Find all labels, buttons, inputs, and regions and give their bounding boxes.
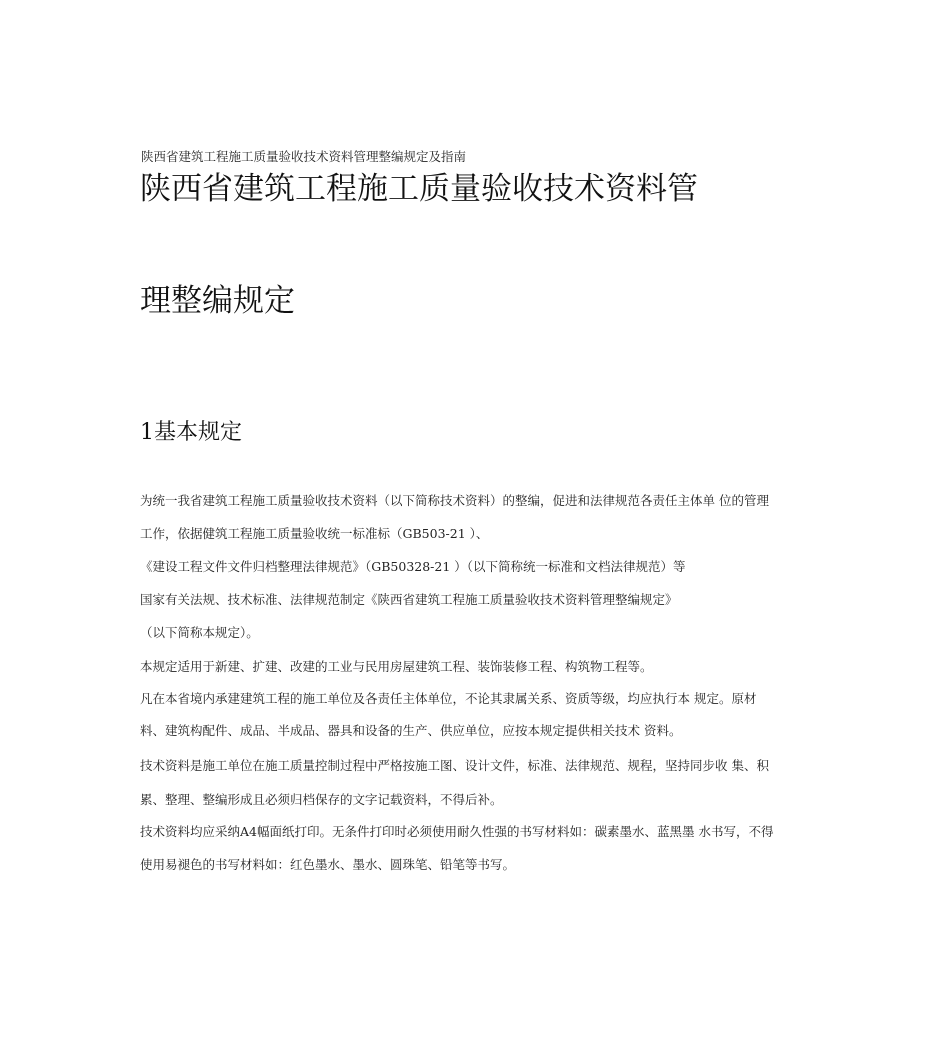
body-line: 为统一我省建筑工程施工质量验收技术资料（以下简称技术资料）的整编，促进和法律规范各责任主体单 位的管理 <box>140 493 769 508</box>
section-heading: 1基本规定 <box>140 420 242 445</box>
document-title-line-1: 陕西省建筑工程施工质量验收技术资料管 <box>140 171 698 207</box>
running-header: 陕西省建筑工程施工质量验收技术资料管理整编规定及指南 <box>141 149 467 164</box>
body-line: 凡在本省境内承建建筑工程的施工单位及各责任主体单位，不论其隶属关系、资质等级，均应执行本 规定。原材 <box>140 691 757 706</box>
body-line: 《建设工程文件文件归档整理法律规范》（GB50328-21 ）（以下简称统一标准和文档法律规范）等 <box>140 559 686 574</box>
document-title-line-2: 理整编规定 <box>140 283 295 319</box>
body-line: 料、建筑构配件、成品、半成品、器具和设备的生产、供应单位，应按本规定提供相关技术 资料。 <box>140 723 682 738</box>
body-line: 使用易褪色的书写材料如：红色墨水、墨水、圆珠笔、铅笔等书写。 <box>140 857 516 872</box>
body-line: （以下简称本规定）。 <box>140 625 259 640</box>
body-line: 技术资料均应采纳A4幅面纸打印。无条件打印时必须使用耐久性强的书写材料如：碳素墨水、蓝黑墨 水书写，不得 <box>140 824 774 839</box>
body-line: 累、整理、整编形成且必须归档保存的文字记载资料，不得后补。 <box>140 792 503 807</box>
body-line: 国家有关法规、技术标准、法律规范制定《陕西省建筑工程施工质量验收技术资料管理整编规定》 <box>140 592 678 607</box>
body-line: 工作，依据健筑工程施工质量验收统一标准标（GB503-21 ）、 <box>140 526 489 541</box>
body-line: 技术资料是施工单位在施工质量控制过程中严格按施工图、设计文件，标准、法律规范、规程，坚持同步收 集、积 <box>140 758 769 773</box>
body-line: 本规定适用于新建、扩建、改建的工业与民用房屋建筑工程、装饰装修工程、构筑物工程等。 <box>140 659 653 674</box>
